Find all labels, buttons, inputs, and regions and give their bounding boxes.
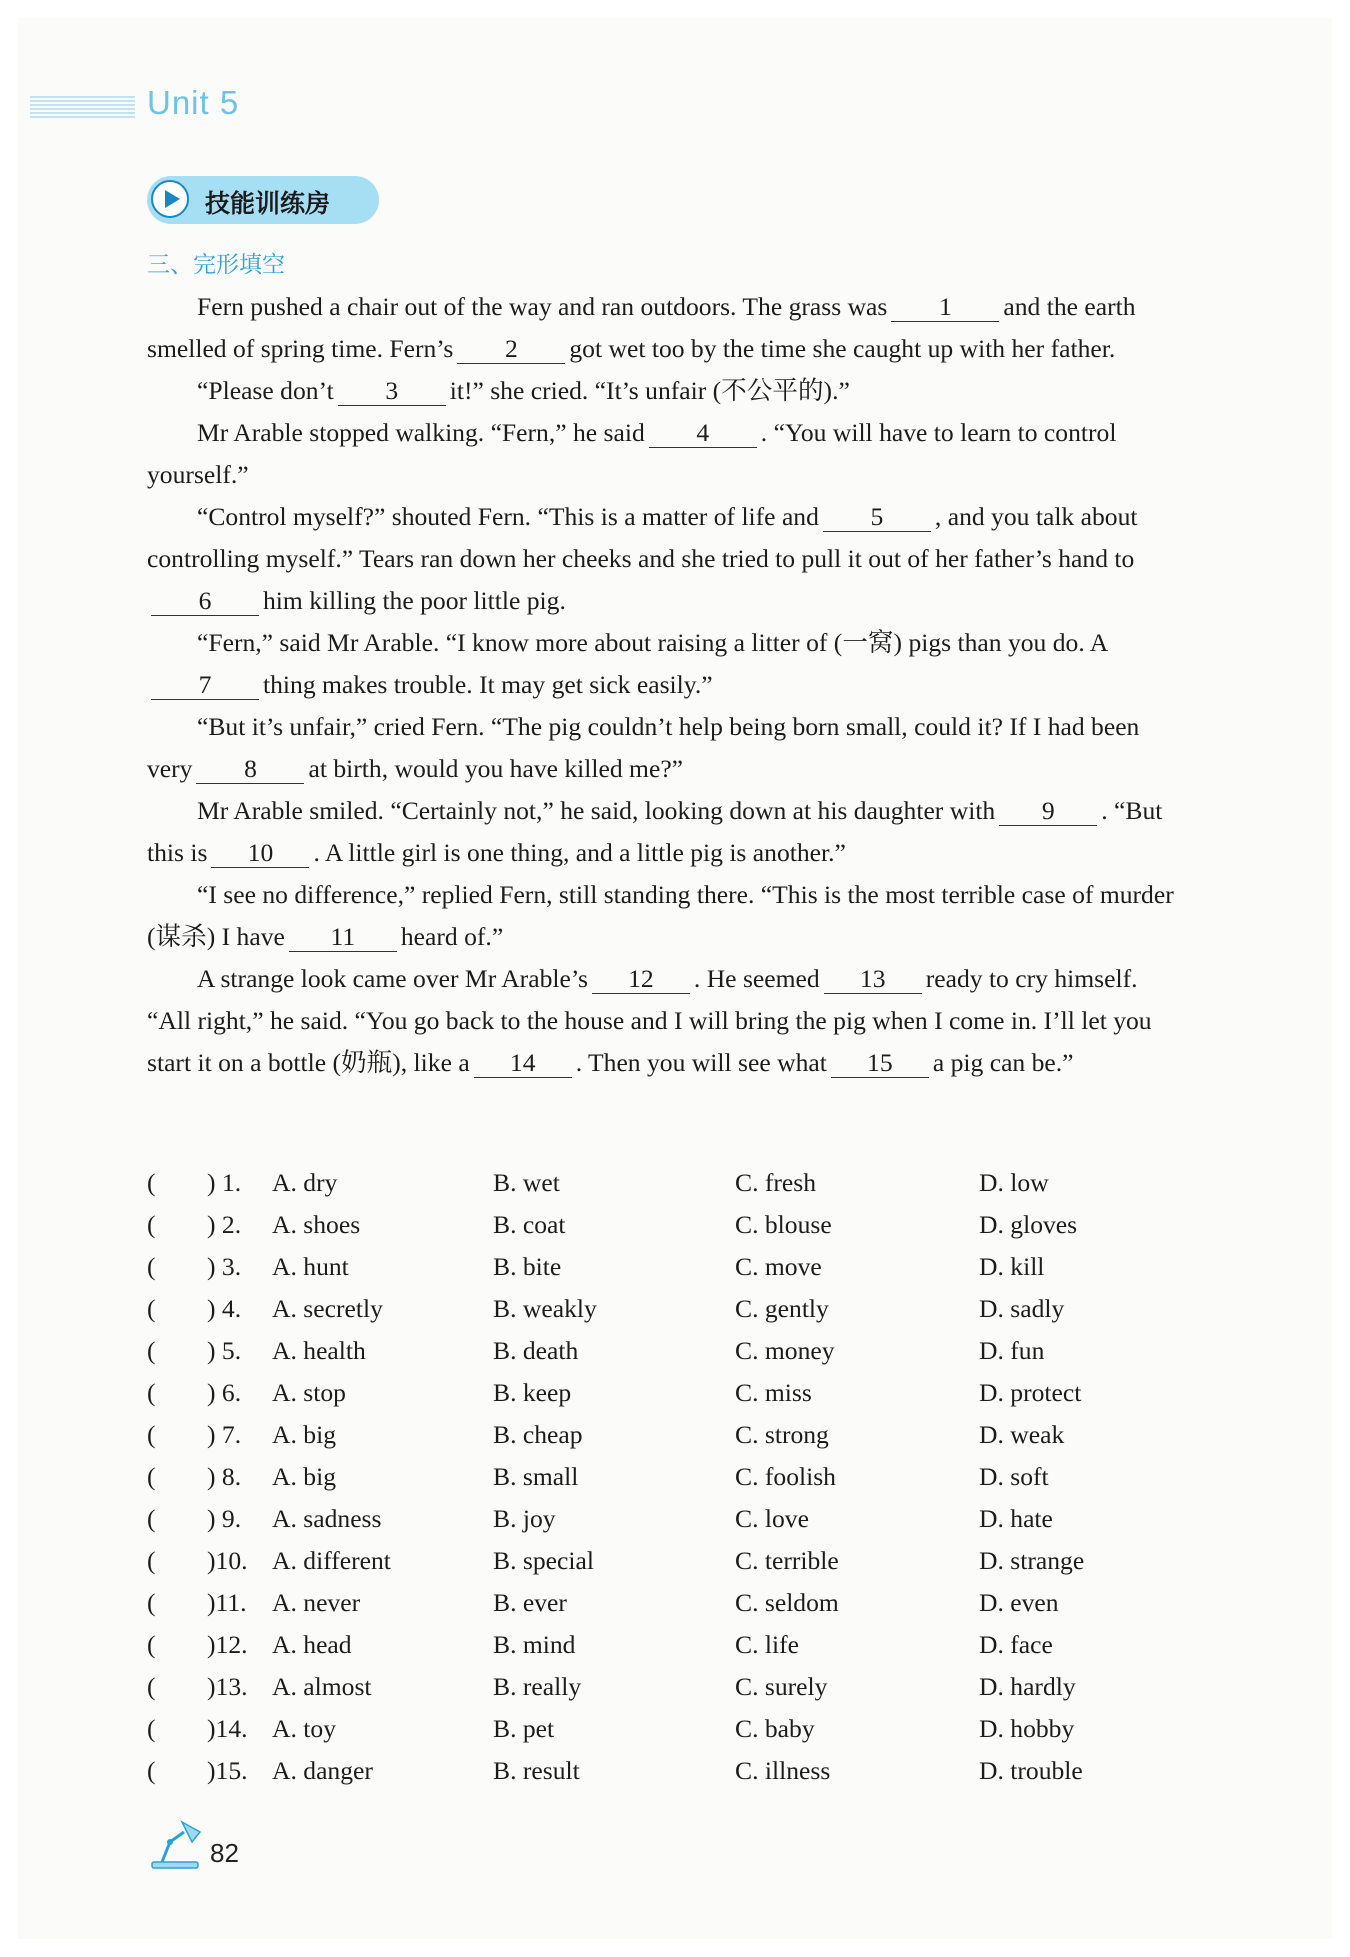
option-a[interactable]: A. secretly bbox=[272, 1294, 383, 1323]
answer-slot[interactable]: ( bbox=[147, 1168, 156, 1197]
answer-slot[interactable]: ( bbox=[147, 1714, 156, 1743]
option-a[interactable]: A. toy bbox=[272, 1714, 336, 1743]
question-row bbox=[147, 1630, 1175, 1672]
question-row bbox=[147, 1462, 1175, 1504]
question-number: )13. bbox=[207, 1672, 248, 1701]
answer-slot[interactable]: ( bbox=[147, 1336, 156, 1365]
option-b[interactable]: B. really bbox=[493, 1672, 582, 1701]
question-number: ) 2. bbox=[207, 1210, 242, 1239]
option-b[interactable]: B. ever bbox=[493, 1588, 567, 1617]
question-row bbox=[147, 1294, 1175, 1336]
answer-slot[interactable]: ( bbox=[147, 1462, 156, 1491]
paragraph: A strange look came over Mr Arable’s 12 . He seemed 13 ready to cry himself. “All right,” he said. “You go back to the house and I will bring the pig when I come in. I’ll let you start it on a bottle (奶瓶), like a 14 . Then you will see what 15 a pig can be.” bbox=[147, 964, 1152, 1077]
answer-slot[interactable]: ( bbox=[147, 1252, 156, 1281]
option-d[interactable]: D. face bbox=[979, 1630, 1053, 1659]
answer-slot[interactable]: ( bbox=[147, 1504, 156, 1533]
answer-slot[interactable]: ( bbox=[147, 1756, 156, 1785]
answer-slot[interactable]: ( bbox=[147, 1378, 156, 1407]
question-row bbox=[147, 1336, 1175, 1378]
answer-slot[interactable]: ( bbox=[147, 1420, 156, 1449]
answer-slot[interactable]: ( bbox=[147, 1546, 156, 1575]
option-d[interactable]: D. soft bbox=[979, 1462, 1049, 1491]
option-c[interactable]: C. money bbox=[735, 1336, 835, 1365]
answer-slot[interactable]: ( bbox=[147, 1588, 156, 1617]
option-a[interactable]: A. danger bbox=[272, 1756, 373, 1785]
question-number: ) 4. bbox=[207, 1294, 242, 1323]
answer-blank[interactable]: 9 bbox=[999, 797, 1097, 826]
option-b[interactable]: B. cheap bbox=[493, 1420, 583, 1449]
question-row bbox=[147, 1378, 1175, 1420]
question-row bbox=[147, 1210, 1175, 1252]
option-a[interactable]: A. dry bbox=[272, 1168, 338, 1197]
option-c[interactable]: C. life bbox=[735, 1630, 799, 1659]
answer-blank[interactable]: 2 bbox=[457, 335, 565, 364]
answer-blank[interactable]: 11 bbox=[289, 923, 397, 952]
paragraph: “Please don’t 3 it!” she cried. “It’s unfair (不公平的).” bbox=[197, 376, 850, 405]
answer-blank[interactable]: 5 bbox=[823, 503, 931, 532]
paragraph: “I see no difference,” replied Fern, still standing there. “This is the most terrible case of murder (谋杀) I have 11 heard of.” bbox=[147, 880, 1174, 951]
question-row bbox=[147, 1672, 1175, 1714]
question-number: ) 1. bbox=[207, 1168, 242, 1197]
option-a[interactable]: A. almost bbox=[272, 1672, 372, 1701]
question-number: )14. bbox=[207, 1714, 248, 1743]
option-b[interactable]: B. bite bbox=[493, 1252, 562, 1281]
answer-slot[interactable]: ( bbox=[147, 1630, 156, 1659]
question-number: )15. bbox=[207, 1756, 248, 1785]
option-d[interactable]: D. weak bbox=[979, 1420, 1065, 1449]
option-c[interactable]: C. strong bbox=[735, 1420, 829, 1449]
option-d[interactable]: D. hobby bbox=[979, 1714, 1075, 1743]
option-c[interactable]: C. miss bbox=[735, 1378, 812, 1407]
option-c[interactable]: C. move bbox=[735, 1252, 822, 1281]
option-d[interactable]: D. low bbox=[979, 1168, 1049, 1197]
option-b[interactable]: B. coat bbox=[493, 1210, 566, 1239]
paragraph: Mr Arable smiled. “Certainly not,” he said, looking down at his daughter with 9 . “But this is 10 . A little girl is one thing, and a little pig is another.” bbox=[147, 796, 1163, 867]
option-c[interactable]: C. surely bbox=[735, 1672, 828, 1701]
desk-lamp-icon bbox=[148, 1818, 204, 1875]
question-number: ) 7. bbox=[207, 1420, 242, 1449]
paragraph: “But it’s unfair,” cried Fern. “The pig couldn’t help being born small, could it? If I had been very 8 at birth, would you have killed me?” bbox=[147, 712, 1140, 783]
option-a[interactable]: A. head bbox=[272, 1630, 352, 1659]
page-number: 82 bbox=[210, 1838, 239, 1868]
option-d[interactable]: D. kill bbox=[979, 1252, 1045, 1281]
option-a[interactable]: A. health bbox=[272, 1336, 366, 1365]
answer-blank[interactable]: 8 bbox=[196, 755, 304, 784]
answer-blank[interactable]: 12 bbox=[592, 965, 690, 994]
option-d[interactable]: D. even bbox=[979, 1588, 1059, 1617]
question-row bbox=[147, 1588, 1175, 1630]
question-number: )11. bbox=[207, 1588, 247, 1617]
question-row bbox=[147, 1252, 1175, 1294]
header-stripes bbox=[30, 96, 135, 118]
option-b[interactable]: B. result bbox=[493, 1756, 580, 1785]
answer-options bbox=[147, 1168, 1175, 1798]
answer-blank[interactable]: 3 bbox=[338, 377, 446, 406]
option-a[interactable]: A. shoes bbox=[272, 1210, 361, 1239]
play-icon bbox=[151, 180, 189, 218]
option-c[interactable]: C. terrible bbox=[735, 1546, 839, 1575]
option-d[interactable]: D. sadly bbox=[979, 1294, 1065, 1323]
question-row bbox=[147, 1420, 1175, 1462]
question-row bbox=[147, 1714, 1175, 1756]
cloze-passage bbox=[147, 286, 1175, 1084]
question-number: ) 5. bbox=[207, 1336, 242, 1365]
question-number: )12. bbox=[207, 1630, 248, 1659]
answer-slot[interactable]: ( bbox=[147, 1672, 156, 1701]
paragraph: “Fern,” said Mr Arable. “I know more about raising a litter of (一窝) pigs than you do. A7 thing makes trouble. It may get sick easily.” bbox=[147, 622, 1175, 706]
answer-blank[interactable]: 10 bbox=[211, 839, 309, 868]
option-a[interactable]: A. different bbox=[272, 1546, 391, 1575]
answer-blank[interactable]: 1 bbox=[891, 293, 999, 322]
option-b[interactable]: B. pet bbox=[493, 1714, 555, 1743]
option-c[interactable]: C. gently bbox=[735, 1294, 829, 1323]
option-b[interactable]: B. small bbox=[493, 1462, 579, 1491]
answer-blank[interactable]: 14 bbox=[474, 1049, 572, 1078]
option-b[interactable]: B. special bbox=[493, 1546, 594, 1575]
option-d[interactable]: D. gloves bbox=[979, 1210, 1078, 1239]
paragraph: Fern pushed a chair out of the way and ran outdoors. The grass was 1 and the earth smelled of spring time. Fern’s 2 got wet too by the time she caught up with her father. bbox=[147, 292, 1136, 363]
section-badge-label: 技能训练房 bbox=[205, 189, 331, 218]
answer-blank[interactable]: 15 bbox=[831, 1049, 929, 1078]
question-row bbox=[147, 1504, 1175, 1546]
option-d[interactable]: D. hardly bbox=[979, 1672, 1076, 1701]
answer-blank[interactable]: 7 bbox=[151, 671, 259, 700]
answer-blank[interactable]: 13 bbox=[824, 965, 922, 994]
option-c[interactable]: C. fresh bbox=[735, 1168, 817, 1197]
question-number: ) 6. bbox=[207, 1378, 242, 1407]
unit-title: Unit 5 bbox=[147, 84, 240, 121]
option-a[interactable]: A. big bbox=[272, 1462, 336, 1491]
option-a[interactable]: A. stop bbox=[272, 1378, 346, 1407]
option-a[interactable]: A. hunt bbox=[272, 1252, 349, 1281]
option-c[interactable]: C. baby bbox=[735, 1714, 815, 1743]
option-d[interactable]: D. protect bbox=[979, 1378, 1082, 1407]
option-b[interactable]: B. weakly bbox=[493, 1294, 597, 1323]
question-number: )10. bbox=[207, 1546, 248, 1575]
option-b[interactable]: B. joy bbox=[493, 1504, 556, 1533]
option-c[interactable]: C. seldom bbox=[735, 1588, 839, 1617]
option-c[interactable]: C. blouse bbox=[735, 1210, 832, 1239]
option-b[interactable]: B. death bbox=[493, 1336, 579, 1365]
option-c[interactable]: C. foolish bbox=[735, 1462, 836, 1491]
option-c[interactable]: C. illness bbox=[735, 1756, 831, 1785]
question-number: ) 8. bbox=[207, 1462, 242, 1491]
option-b[interactable]: B. wet bbox=[493, 1168, 560, 1197]
question-row bbox=[147, 1168, 1175, 1210]
answer-blank[interactable]: 4 bbox=[649, 419, 757, 448]
option-d[interactable]: D. fun bbox=[979, 1336, 1045, 1365]
paragraph: “Control myself?” shouted Fern. “This is a matter of life and 5 , and you talk about controlling myself.” Tears ran down her cheeks and she tried to pull it out of her father’s hand to6 him killing the poor little pig. bbox=[147, 502, 1138, 615]
answer-blank[interactable]: 6 bbox=[151, 587, 259, 616]
option-a[interactable]: A. big bbox=[272, 1420, 336, 1449]
option-d[interactable]: D. strange bbox=[979, 1546, 1085, 1575]
answer-slot[interactable]: ( bbox=[147, 1210, 156, 1239]
question-row bbox=[147, 1756, 1175, 1798]
paragraph: Mr Arable stopped walking. “Fern,” he said 4 . “You will have to learn to control yourself.” bbox=[147, 418, 1117, 489]
option-a[interactable]: A. never bbox=[272, 1588, 361, 1617]
option-a[interactable]: A. sadness bbox=[272, 1504, 382, 1533]
option-b[interactable]: B. mind bbox=[493, 1630, 576, 1659]
option-d[interactable]: D. hate bbox=[979, 1504, 1053, 1533]
option-d[interactable]: D. trouble bbox=[979, 1756, 1083, 1785]
option-c[interactable]: C. love bbox=[735, 1504, 809, 1533]
question-number: ) 9. bbox=[207, 1504, 242, 1533]
exercise-subheading: 三、完形填空 bbox=[147, 252, 285, 278]
answer-slot[interactable]: ( bbox=[147, 1294, 156, 1323]
question-number: ) 3. bbox=[207, 1252, 242, 1281]
question-row bbox=[147, 1546, 1175, 1588]
option-b[interactable]: B. keep bbox=[493, 1378, 572, 1407]
section-badge bbox=[147, 176, 379, 224]
